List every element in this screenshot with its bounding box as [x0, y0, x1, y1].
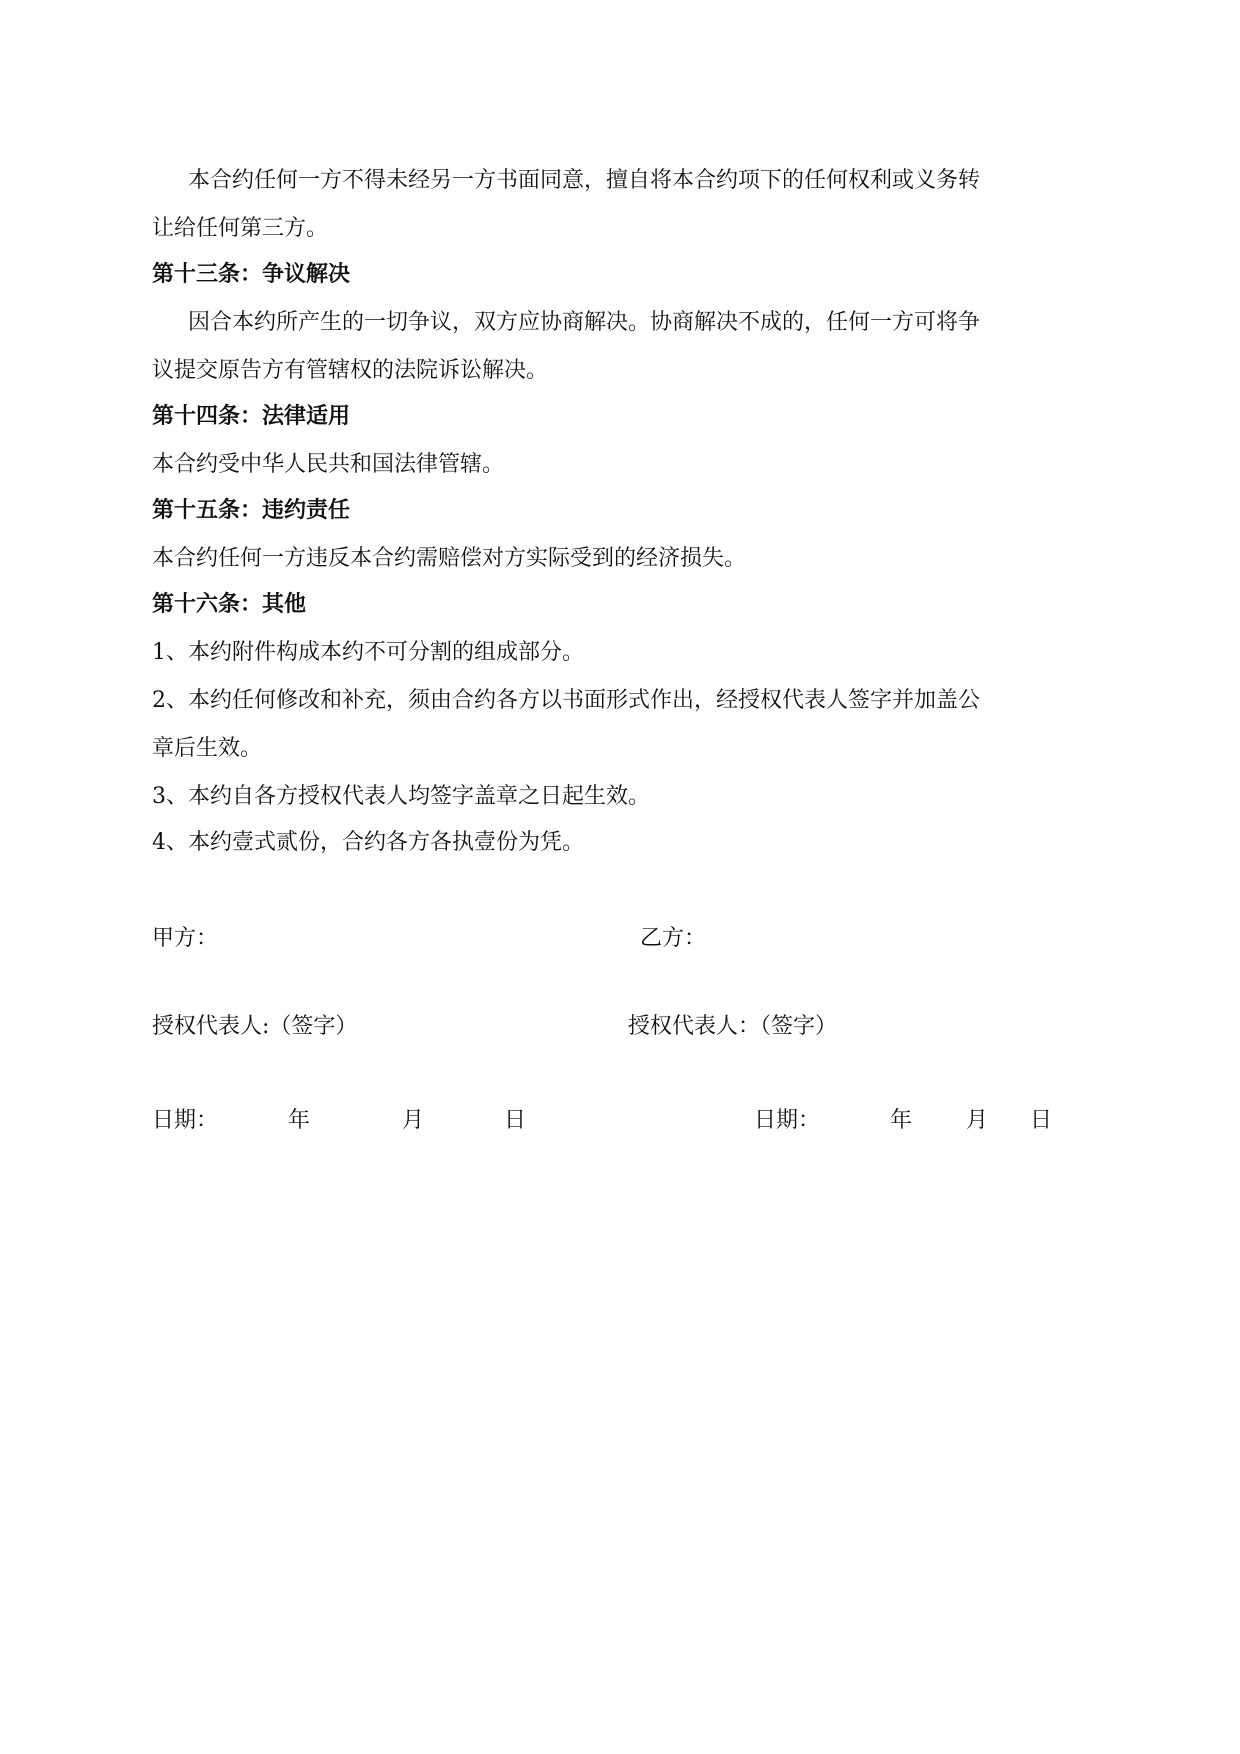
date-a-year: 年: [288, 1108, 311, 1133]
clause16-item1: 1、本约附件构成本约不可分割的组成部分。: [152, 640, 584, 665]
clause14-title: 第十四条：法律适用: [152, 404, 351, 429]
clause13-para-line2: 议提交原告方有管辖权的法院诉讼解决。: [152, 358, 549, 383]
clause13-title: 第十三条：争议解决: [152, 262, 351, 287]
date-a-label: 日期：: [152, 1108, 219, 1133]
clause16-item4: 4、本约壹式贰份，合约各方各执壹份为凭。: [152, 830, 584, 855]
clause12-para-line1-text: 本合约任何一方不得未经另一方书面同意，擅自将本合约项下的任何权利或义务转: [188, 168, 981, 193]
clause16-item2-line2: 章后生效。: [152, 736, 263, 761]
rep-b-label: 授权代表人：（签字）: [628, 1014, 838, 1039]
clause14-para: 本合约受中华人民共和国法律管辖。: [152, 452, 505, 477]
clause12-para-line2: 让给任何第三方。: [152, 216, 329, 241]
clause13-para-line1: 因合本约所产生的一切争议，双方应协商解决。协商解决不成的，任何一方可将争: [188, 310, 981, 335]
clause15-title: 第十五条：违约责任: [152, 498, 351, 523]
date-b-year: 年: [890, 1108, 913, 1133]
rep-a-label: 授权代表人:（签字）: [152, 1014, 358, 1039]
clause12-para-line1: [152, 166, 1092, 196]
clause16-item3: 3、本约自各方授权代表人均签字盖章之日起生效。: [152, 784, 650, 809]
clause15-para: 本合约任何一方违反本合约需赔偿对方实际受到的经济损失。: [152, 546, 747, 571]
date-b-label: 日期：: [754, 1108, 821, 1133]
party-a-label: 甲方：: [152, 926, 219, 951]
party-b-label: 乙方：: [640, 926, 707, 951]
date-a-month: 月: [402, 1108, 425, 1133]
date-a-day: 日: [504, 1108, 527, 1133]
clause16-title: 第十六条：其他: [152, 592, 307, 617]
date-b-month: 月: [966, 1108, 989, 1133]
clause16-item2-line1: 2、本约任何修改和补充，须由合约各方以书面形式作出，经授权代表人签字并加盖公: [152, 688, 980, 713]
date-b-day: 日: [1030, 1108, 1053, 1133]
